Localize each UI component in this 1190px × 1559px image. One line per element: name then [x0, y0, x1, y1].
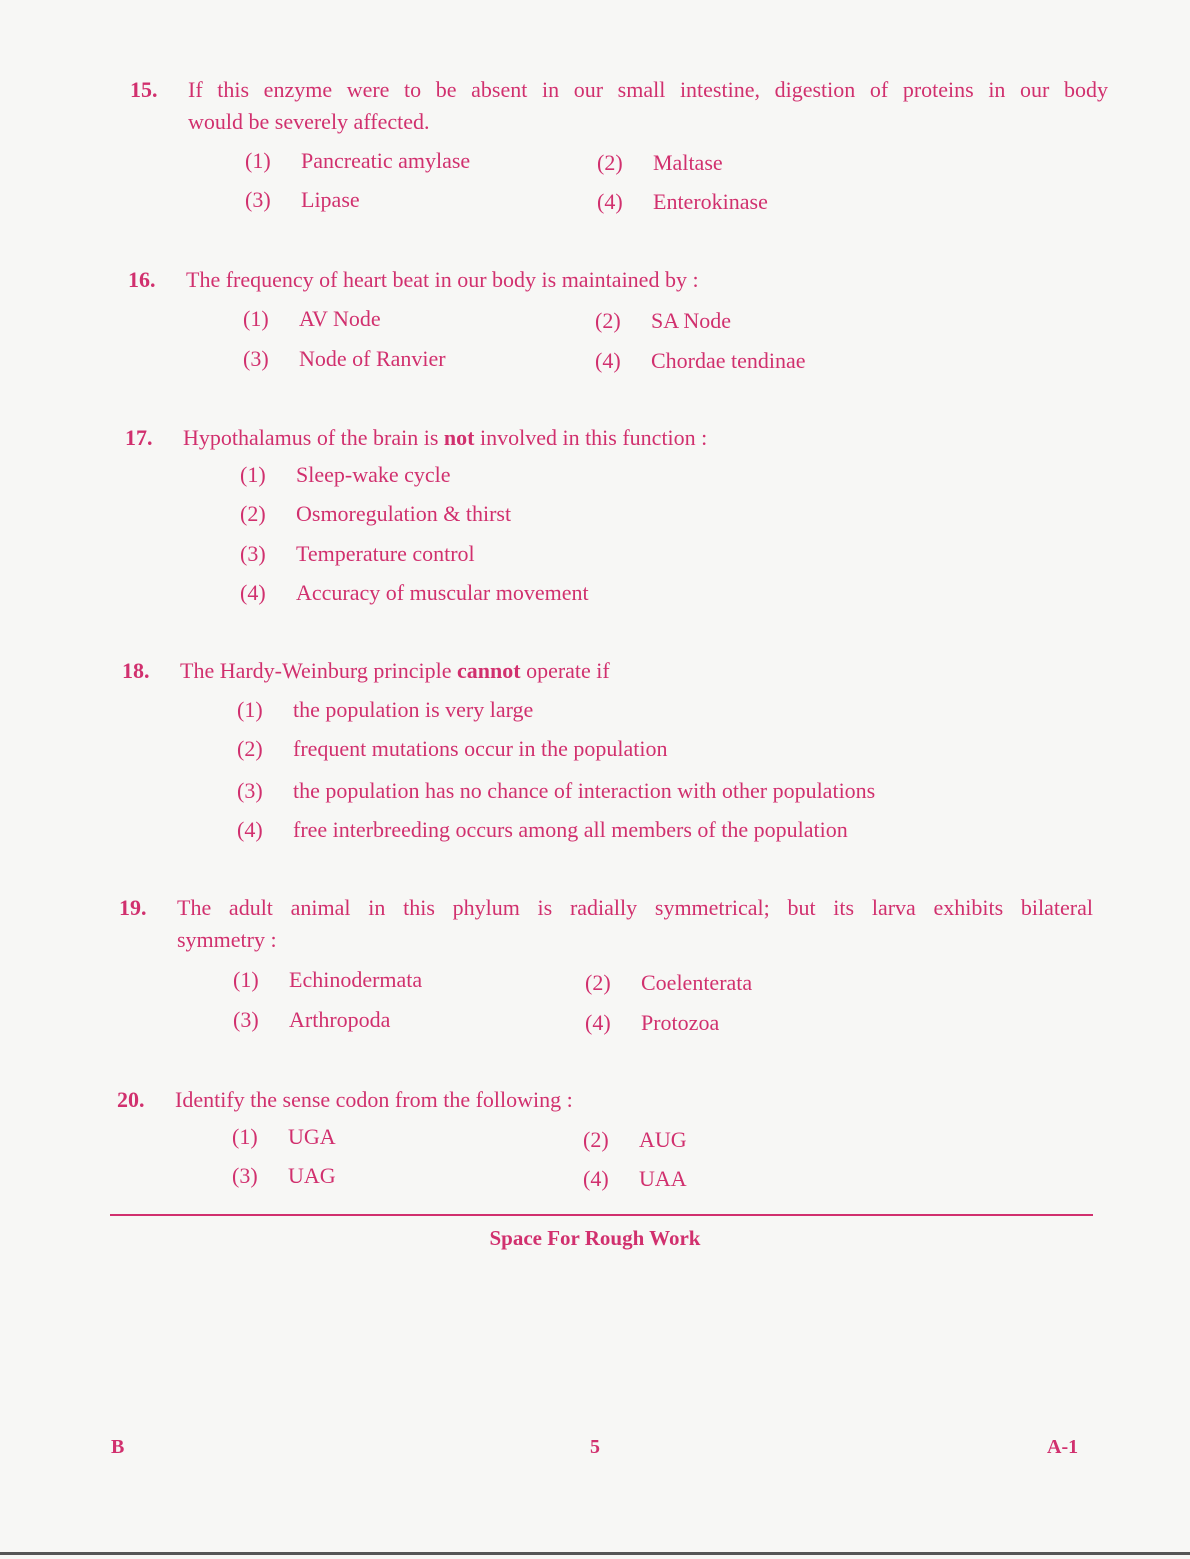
- option-number: (1): [233, 967, 259, 992]
- footer-page-number: 5: [590, 1436, 600, 1458]
- option-number: (3): [245, 187, 271, 212]
- option[interactable]: [585, 1008, 719, 1038]
- option[interactable]: [240, 539, 475, 569]
- option-text: Node of Ranvier: [299, 346, 446, 371]
- option-number: (3): [240, 541, 266, 566]
- question-number: 16.: [128, 267, 156, 292]
- option-number: (2): [585, 970, 611, 995]
- option-text: Accuracy of muscular movement: [296, 580, 589, 605]
- question-text: Hypothalamus of the brain is: [183, 425, 444, 450]
- option[interactable]: [597, 187, 768, 217]
- option-number: (3): [237, 778, 263, 803]
- question-text: operate if: [520, 658, 610, 683]
- option[interactable]: [595, 306, 731, 336]
- option[interactable]: [243, 344, 446, 374]
- option[interactable]: [583, 1164, 687, 1194]
- option-text: Protozoa: [641, 1010, 720, 1035]
- option[interactable]: [240, 499, 511, 529]
- question-text: The Hardy-Weinburg principle: [180, 658, 458, 683]
- option-number: (3): [233, 1007, 259, 1032]
- option-number: (3): [232, 1163, 258, 1188]
- question-19: [119, 892, 1099, 956]
- question-text: Identify the sense codon from the following :: [175, 1087, 573, 1112]
- option-number: (4): [237, 817, 263, 842]
- option-number: (1): [245, 148, 271, 173]
- option-number: (2): [237, 736, 263, 761]
- question-20: [117, 1084, 1097, 1116]
- rough-work-heading: Space For Rough Work: [489, 1226, 701, 1250]
- question-text: The frequency of heart beat in our body is maintained by :: [186, 267, 699, 292]
- option-text: Sleep-wake cycle: [296, 462, 451, 487]
- option-text: Coelenterata: [641, 970, 753, 995]
- question-emphasis: not: [443, 425, 475, 450]
- option-text: Chordae tendinae: [651, 348, 806, 373]
- option-text: AV Node: [299, 306, 381, 331]
- question-emphasis: cannot: [457, 658, 521, 683]
- option-text: Lipase: [301, 187, 360, 212]
- option-text: Enterokinase: [653, 189, 768, 214]
- option-number: (1): [243, 306, 269, 331]
- option-text: frequent mutations occur in the population: [293, 736, 668, 761]
- option-text: UAA: [639, 1166, 687, 1191]
- option-text: Maltase: [653, 150, 723, 175]
- question-text-line: The adult animal in this phylum is radially symmetrical; but its larva exhibits bilateral: [177, 895, 1093, 920]
- option-number: (1): [232, 1124, 258, 1149]
- rough-work-divider: [110, 1214, 1093, 1216]
- option[interactable]: [232, 1161, 336, 1191]
- option[interactable]: [237, 695, 533, 725]
- question-16: [128, 264, 1108, 296]
- option[interactable]: [243, 304, 381, 334]
- option-number: (2): [597, 150, 623, 175]
- option-text: Osmoregulation & thirst: [296, 501, 512, 526]
- option-number: (4): [597, 189, 623, 214]
- question-text-line: would be severely affected.: [188, 109, 430, 134]
- option-number: (1): [240, 462, 266, 487]
- option[interactable]: [597, 148, 723, 178]
- option-number: (4): [240, 580, 266, 605]
- option[interactable]: [240, 578, 589, 608]
- option-number: (1): [237, 697, 263, 722]
- option-text: free interbreeding occurs among all members of the population: [293, 817, 848, 842]
- option[interactable]: [245, 185, 360, 215]
- question-15: [130, 74, 1110, 138]
- question-18: [122, 655, 1102, 687]
- question-number: 17.: [125, 425, 153, 450]
- footer-series: B: [111, 1436, 125, 1458]
- footer-code: A-1: [1047, 1436, 1079, 1458]
- option-text: Temperature control: [296, 541, 475, 566]
- option[interactable]: [232, 1122, 336, 1152]
- option-number: (4): [585, 1010, 611, 1035]
- option-number: (2): [240, 501, 266, 526]
- option-number: (4): [595, 348, 621, 373]
- question-text: involved in this function :: [474, 425, 708, 450]
- option-text: the population has no chance of interaction with other populations: [293, 778, 876, 803]
- option-text: Arthropoda: [289, 1007, 391, 1032]
- question-17: [125, 422, 1105, 454]
- question-number: 19.: [119, 895, 147, 920]
- option-text: Pancreatic amylase: [301, 148, 471, 173]
- option-text: UGA: [288, 1124, 336, 1149]
- option-text: SA Node: [651, 308, 732, 333]
- option-text: Echinodermata: [289, 967, 423, 992]
- option[interactable]: [233, 965, 422, 995]
- question-text-line: If this enzyme were to be absent in our small intestine, digestion of proteins in our body: [188, 77, 1108, 102]
- option[interactable]: [585, 968, 752, 998]
- option[interactable]: [583, 1125, 687, 1155]
- question-number: 15.: [130, 77, 158, 102]
- option-number: (3): [243, 346, 269, 371]
- question-number: 20.: [117, 1087, 145, 1112]
- option[interactable]: [240, 460, 451, 490]
- option-text: AUG: [639, 1127, 687, 1152]
- option-number: (4): [583, 1166, 609, 1191]
- question-number: 18.: [122, 658, 150, 683]
- option[interactable]: [237, 815, 848, 845]
- option-number: (2): [595, 308, 621, 333]
- question-text-line: symmetry :: [177, 927, 277, 952]
- option[interactable]: [245, 146, 470, 176]
- option-text: UAG: [288, 1163, 336, 1188]
- option[interactable]: [233, 1005, 390, 1035]
- option[interactable]: [237, 776, 875, 806]
- option[interactable]: [595, 346, 806, 376]
- option[interactable]: [237, 734, 668, 764]
- option-text: the population is very large: [293, 697, 534, 722]
- option-number: (2): [583, 1127, 609, 1152]
- page-bottom-edge: [0, 1552, 1190, 1555]
